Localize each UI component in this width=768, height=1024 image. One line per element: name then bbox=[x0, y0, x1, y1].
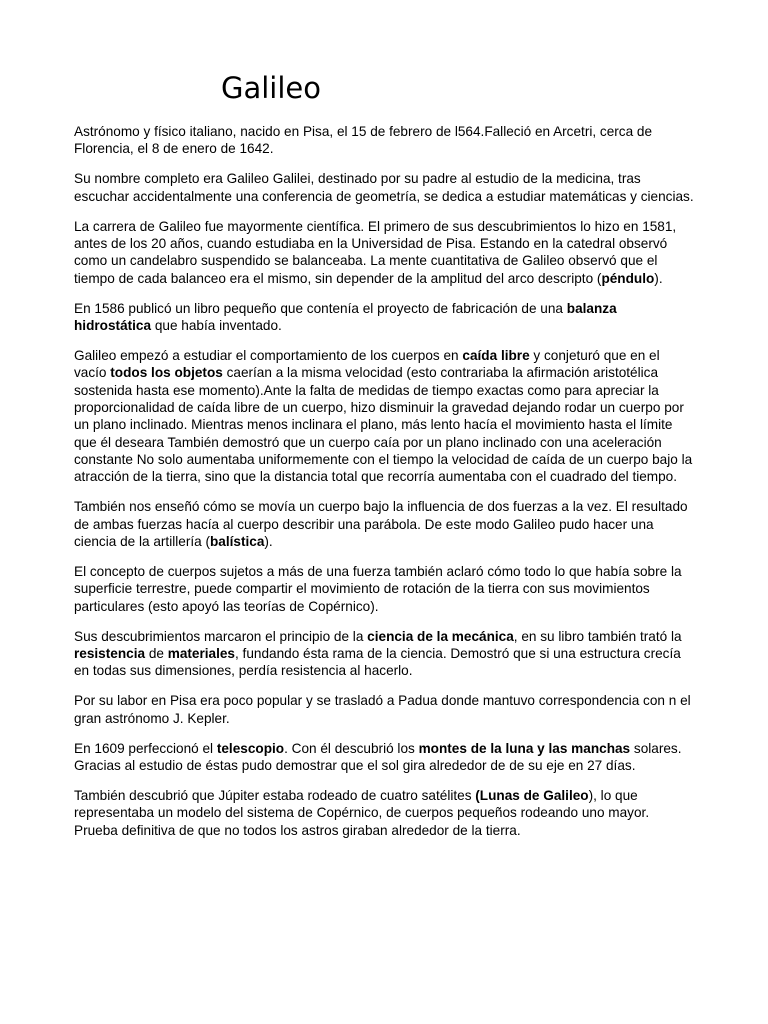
bold-term: todos los objetos bbox=[110, 365, 223, 381]
paragraph bbox=[74, 692, 694, 727]
text-run: que había inventado. bbox=[151, 318, 282, 334]
text-run: Su nombre completo era Galileo Galilei, destinado por su padre al estudio de la medicina, tras escuchar accidentalmente una conferencia de geometría, se dedica a estudiar matemáticas y ciencias. bbox=[74, 171, 694, 204]
text-run: El concepto de cuerpos sujetos a más de una fuerza también aclaró cómo todo lo que había sobre la superficie terrestre, puede compartir el movimiento de rotación de la tierra con sus movimientos particulares (esto apoyó las teorías de Copérnico). bbox=[74, 564, 682, 614]
page-title: Galileo bbox=[221, 71, 321, 105]
text-run: , fundando ésta rama de la ciencia. Demostró que si una estructura crecía en todas sus dimensiones, perdía resistencia al hacerlo. bbox=[74, 646, 681, 679]
text-run: Astrónomo y físico italiano, nacido en Pisa, el 15 de febrero de l564.Falleció en Arcetri, cerca de Florencia, el 8 de enero de 1642. bbox=[74, 124, 653, 157]
text-run: caerían a la misma velocidad (esto contrariaba la afirmación aristotélica sostenida hasta ese momento).Ante la falta de medidas de tiempo exactas como para apreciar la proporcionalidad de caída libre de un cuerpo, hizo disminuir la gravedad dejando rodar un cuerpo por un plano inclinado. Mientras menos inclinara el plano, más lento hacía el movimiento hasta el límite que él deseara También demostró que un cuerpo caía por un plano inclinado con una aceleración constante No solo aumentaba uniformemente con el tiempo la velocidad de caída de un cuerpo bajo la atracción de la tierra, sino que la distancia total que recorría aumentaba con el cuadrado del tiempo. bbox=[74, 365, 693, 485]
paragraph bbox=[74, 218, 694, 287]
text-run: ). bbox=[654, 270, 663, 286]
paragraph bbox=[74, 123, 694, 158]
bold-term: telescopio bbox=[216, 740, 285, 756]
text-run: La carrera de Galileo fue mayormente científica. El primero de sus descubrimientos lo hizo en 1581, antes de los 20 años, cuando estudiaba en la Universidad de Pisa. Estando en la catedral observó como un candelabro suspendido se balanceaba. La mente cuantitativa de Galileo observó que el tiempo de cada balanceo era el mismo, sin depender de la amplitud del arco descripto ( bbox=[74, 218, 677, 286]
paragraph bbox=[74, 300, 694, 335]
text-run: En 1586 publicó un libro pequeño que contenía el proyecto de fabricación de una bbox=[74, 300, 567, 316]
bold-term: caída libre bbox=[462, 348, 530, 364]
bold-term: balanza hidrostática bbox=[74, 300, 617, 334]
text-run: de bbox=[145, 646, 168, 661]
text-run: , en su libro también trató la bbox=[513, 628, 682, 644]
text-run: y conjeturó que en el vacío bbox=[74, 348, 660, 381]
text-run: También descubrió que Júpiter estaba rodeado de cuatro satélites bbox=[74, 788, 476, 804]
text-run: . Con él descubrió los bbox=[284, 740, 419, 756]
bold-term: montes de la luna y las manchas bbox=[418, 740, 631, 756]
bold-term: balística bbox=[210, 533, 265, 549]
text-run: Galileo empezó a estudiar el comportamiento de los cuerpos en bbox=[74, 348, 463, 364]
bold-term: péndulo bbox=[601, 270, 655, 286]
bold-term: resistencia bbox=[74, 646, 146, 661]
paragraph bbox=[74, 170, 694, 205]
paragraph bbox=[74, 347, 694, 485]
text-run: Por su labor en Pisa era poco popular y se trasladó a Padua donde mantuvo correspondencia con n el gran astrónomo J. Kepler. bbox=[74, 693, 691, 726]
text-run: En 1609 perfeccionó el bbox=[74, 740, 217, 756]
document-body bbox=[74, 123, 694, 852]
text-run: solares. Gracias al estudio de éstas pudo demostrar que el sol gira alrededor de de su eje en 27 días. bbox=[74, 740, 682, 774]
paragraph bbox=[74, 787, 694, 839]
text-run: ), lo que representaba un modelo del sistema de Copérnico, de cuerpos pequeños rodeando uno mayor. Prueba definitiva de que no todos los astros giraban alrededor de la tierra. bbox=[74, 788, 650, 838]
paragraph bbox=[74, 740, 694, 775]
bold-term: materiales bbox=[167, 646, 235, 661]
text-run: ). bbox=[264, 533, 273, 549]
bold-term: (Lunas de Galileo bbox=[475, 788, 589, 804]
text-run: También nos enseñó cómo se movía un cuerpo bajo la influencia de dos fuerzas a la vez. El resultado de ambas fuerzas hacía al cuerpo describir una parábola. De este modo Galileo pudo hacer una ciencia de la artillería ( bbox=[74, 499, 688, 549]
paragraph bbox=[74, 563, 694, 615]
bold-term: ciencia de la mecánica bbox=[367, 628, 514, 644]
text-run: Sus descubrimientos marcaron el principio de la bbox=[74, 628, 368, 644]
paragraph bbox=[74, 498, 694, 550]
paragraph bbox=[74, 628, 694, 680]
